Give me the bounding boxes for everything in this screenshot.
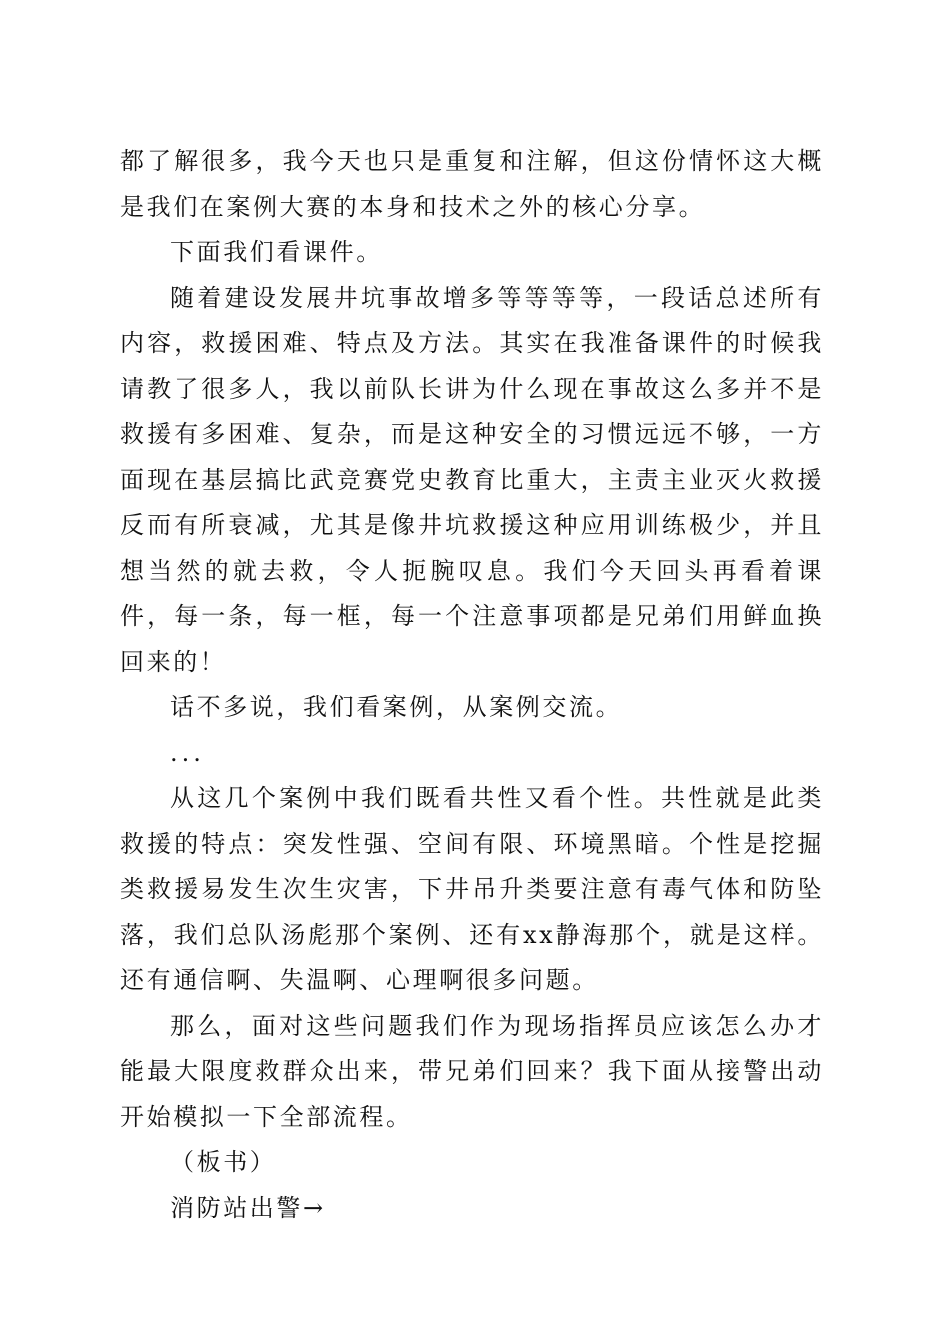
paragraph-ellipsis: ...: [170, 738, 205, 767]
paragraph-accident-overview: 随着建设发展井坑事故增多等等等等，一段话总述所有内容，救援困难、特点及方法。其实在我准备课件的时候我请教了很多人，我以前队长讲为什么现在事故这么多并不是救援有多困难、复杂，而是这种安全的习惯远远不够，一方面现在基层搞比武竞赛党史教育比重大，主责主业灭火救援反而有所衰减，尤其是像井坑救援这种应用训练极少，并且想当然的就去救，令人扼腕叹息。我们今天回头再看着课件，每一条，每一框，每一个注意事项都是兄弟们用鲜血换回来的！: [120, 283, 824, 676]
paragraph-commander-question: 那么，面对这些问题我们作为现场指挥员应该怎么办才能最大限度救群众出来，带兄弟们回来？我下面从接警出动开始模拟一下全部流程。: [120, 1011, 824, 1131]
paragraph-courseware-intro: 下面我们看课件。: [170, 238, 383, 266]
paragraph-blackboard-note: （板书）: [170, 1148, 277, 1176]
paragraph-case-analysis: 从这几个案例中我们既看共性又看个性。共性就是此类救援的特点：突发性强、空间有限、环境黑暗。个性是挖掘类救援易发生次生灾害，下井吊升类要注意有毒气体和防坠落，我们总队汤彪那个案例、还有xx静海那个，就是这样。还有通信啊、失温啊、心理啊很多问题。: [120, 784, 824, 994]
document-body: [120, 139, 824, 1231]
paragraph-flow-start: 消防站出警→: [170, 1193, 326, 1222]
paragraph-continuation: 都了解很多，我今天也只是重复和注解，但这份情怀这大概是我们在案例大赛的本身和技术之外的核心分享。: [120, 147, 824, 221]
paragraph-case-intro: 话不多说，我们看案例，从案例交流。: [170, 693, 623, 721]
